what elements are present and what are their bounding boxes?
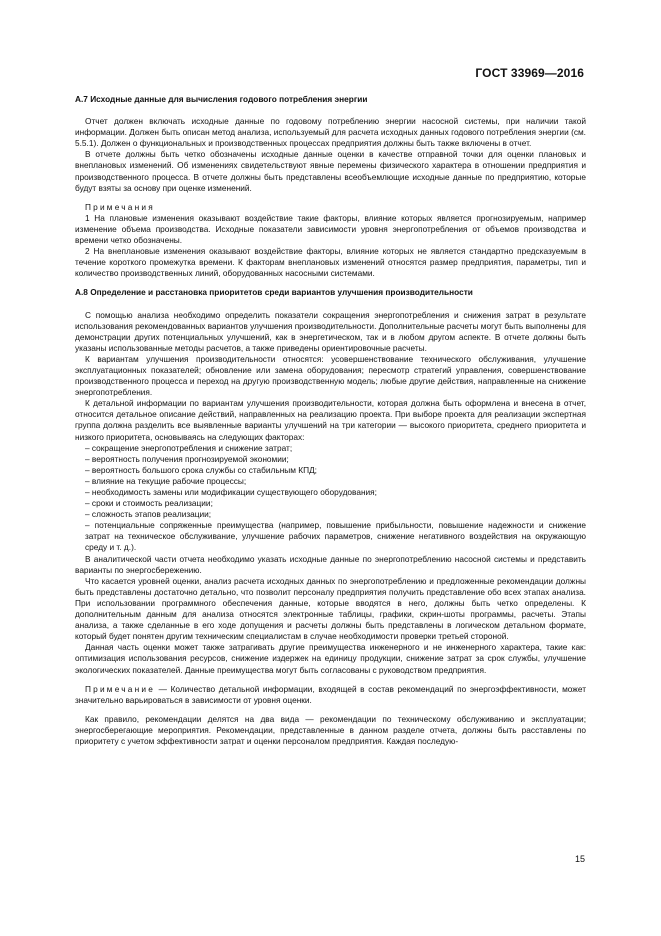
paragraph: Что касается уровней оценки, анализ расчета исходных данных по энергопотреблению и предложенные рекомендации должны быть представлены достаточно детально, что позволит персоналу предприятия получить представление обо всех этапах анализа. При использовании программного обеспечения данные, которые вводятся в него, должны быть четко определены. К дополнительным данным для анализа относятся электронные таблицы, графики, скрин-шоты программы, расчеты. Этапы анализа, а также сделанные в его ходе допущения и расчеты должны быть представлены в логическом детальном формате, который будет понятен другим техническим специалистам в случае необходимости проверки третьей стороной.: [75, 575, 586, 642]
list-item: – вероятность получения прогнозируемой экономии;: [75, 454, 586, 465]
list-item: – сроки и стоимость реализации;: [75, 498, 586, 509]
list-item: – потенциальные сопряженные преимущества (например, повышение прибыльности, повышение надежности и снижение затрат на техническое обслуживание, улучшение рабочих параметров, снижение негативного воздействия на окружающую среду и т. д.).: [75, 520, 586, 553]
list-item: – сложность этапов реализации;: [75, 509, 586, 520]
notes-heading: Примечания: [85, 201, 155, 212]
list-item: – вероятность большого срока службы со стабильным КПД;: [75, 465, 586, 476]
note-2: 2 На внеплановые изменения оказывают воздействие факторы, влияние которых не является стандартно предсказуемым в течение короткого промежутка времени. К факторам внеплановых изменений относятся размер предприятия, параметры, тип и количество производственных линий, оборудованных насосными системами.: [75, 246, 586, 279]
paragraph: В аналитической части отчета необходимо указать исходные данные по энергопотреблению насосной системы и представить варианты по энергосбережению.: [75, 553, 586, 575]
paragraph: К вариантам улучшения производительности относятся: усовершенствование технического обслуживания, улучшение эксплуатационных показателей; обновление или замена оборудования; пересмотр стратегий управления, совершенствование производственного процесса и переход на другую производственную модель; любые другие действия, направленные на снижение энергопотребления.: [75, 353, 586, 398]
page-number: 15: [574, 854, 585, 864]
standard-number: ГОСТ 33969—2016: [475, 66, 584, 80]
section-a8-heading: А.8 Определение и расстановка приоритетов среди вариантов улучшения производительности: [75, 287, 473, 298]
list-item: – влияние на текущие рабочие процессы;: [75, 476, 586, 487]
paragraph: Данная часть оценки может также затрагивать другие преимущества инженерного и не инженерного характера, такие как: оптимизация использования ресурсов, снижение издержек на единицу продукции, снижение затрат за срок службы, улучшение экологических показателей. Данные преимущества могут быть согласованы с руководством предприятия.: [75, 642, 586, 675]
note-text: — Количество детальной информации, входящей в состав рекомендаций по энергоэффективности, может значительно варьироваться в зависимости от уровня оценки.: [75, 683, 586, 705]
priority-factors-list: [75, 443, 586, 554]
list-item: – необходимость замены или модификации существующего оборудования;: [75, 487, 586, 498]
note: [75, 684, 586, 706]
section-a7-heading: А.7 Исходные данные для вычисления годового потребления энергии: [75, 94, 368, 104]
page-content: [75, 94, 586, 747]
note-1: 1 На плановые изменения оказывают воздействие такие факторы, влияние которых является прогнозируемым, например изменение объема производства. Исходные показатели зависимости уровня энергопотребления от объемов производства и времени четко обозначены.: [75, 212, 586, 246]
paragraph: Как правило, рекомендации делятся на два вида — рекомендации по техническому обслуживанию и эксплуатации; энергосберегающие мероприятия. Рекомендации, представленные в данном разделе отчета, должны быть расставлены по приоритету с учетом эффективности затрат и оценки персоналом предприятия. Каждая последую-: [75, 713, 586, 746]
paragraph: С помощью анализа необходимо определить показатели сокращения энергопотребления и снижения затрат в результате использования рекомендованных вариантов улучшения производительности. Дополнительные расчеты могут быть выполнены для демонстрации других потенциальных улучшений, как в энергетическом, так и в любом другом аспекте. В отчете должны быть указаны использованные методы расчетов, а также приведены ориентировочные расчеты.: [75, 309, 586, 353]
list-item: – сокращение энергопотребления и снижение затрат;: [75, 443, 586, 454]
note-label: Примечание: [85, 683, 156, 694]
paragraph: В отчете должны быть четко обозначены исходные данные оценки в качестве отправной точки для оценки плановых и внеплановых изменений. Об изменениях свидетельствуют явные перемены физического характера в отношении предприятия и производственного процесса. В отчете должны быть представлены всеобъемлющие исходные данные по предприятию, которые будут взяты за основу при оценке изменений.: [75, 149, 586, 193]
paragraph: Отчет должен включать исходные данные по годовому потреблению энергии насосной системы, при наличии такой информации. Должен быть описан метод анализа, используемый для расчета исходных данных годового потребления энергии (см. 5.5.1). Должен о функциональных и производственных процессах предприятия должны быть также включены в отчет.: [75, 116, 586, 149]
paragraph: К детальной информации по вариантам улучшения производительности, которая должна быть оформлена и внесена в отчет, относится детальное описание действий, направленных на реализацию проекта. При выборе проекта для реализации экспертная группа должна разделить все выявленные варианты улучшений на три категории — высокого приоритета, среднего приоритета и низкого приоритета, основываясь на следующих факторах:: [75, 398, 586, 442]
